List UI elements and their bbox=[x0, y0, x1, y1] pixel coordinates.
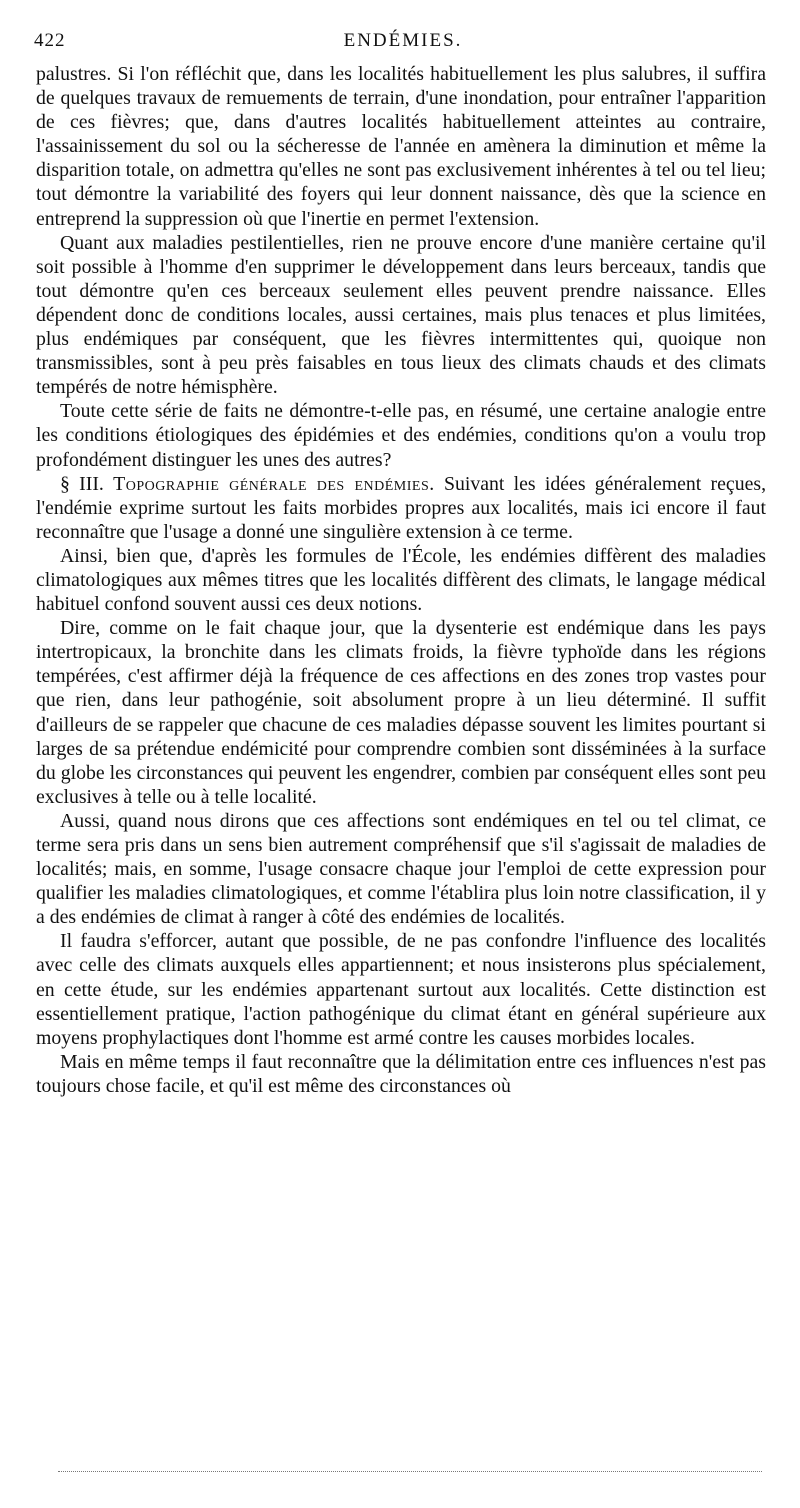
section-heading: Topographie générale des endémies. bbox=[113, 472, 435, 495]
body-text bbox=[36, 62, 766, 1098]
section-number: § III. bbox=[60, 472, 104, 495]
paragraph-maladies-pestilentielles: Quant aux maladies pestilentielles, rien ne prouve encore d'une manière certaine qu'il soit possible à l'homme d'en supprimer le développement dans leurs berceaux, tandis que tout démontre qu'en ces berceaux seulement elles peuvent prendre naissance. Elles dépendent donc de conditions locales, aussi certaines, mais plus tenaces et plus limitées, plus endémiques par conséquent, que les fièvres intermittentes qui, quoique non transmissibles, sont à peu près faisables en tous lieux des climats chauds et des climats tempérés de notre hémisphère. bbox=[36, 231, 766, 399]
section-text: Suivant les idées généralement reçues, l'endémie exprime surtout les faits morbides propres aux localités, mais ici encore il faut reconnaître que l'usage a donné une singulière extension à ce terme. bbox=[36, 472, 767, 543]
running-title: ENDÉMIES. bbox=[343, 30, 463, 51]
page-header bbox=[34, 30, 772, 58]
paragraph-formules-ecole: Ainsi, bien que, d'après les formules de l'École, les endémies diffèrent des maladies climatologiques aux mêmes titres que les localités diffèrent des climats, le langage médical habituel confond souvent aussi ces deux notions. bbox=[36, 544, 766, 616]
paragraph-affections-endemiques: Aussi, quand nous dirons que ces affections sont endémiques en tel ou tel climat, ce terme sera pris dans un sens bien autrement compréhensif que s'il s'agissait de maladies de localités; mais, en somme, l'usage consacre chaque jour l'emploi de cette expression pour qualifier les maladies climatologiques, et comme l'établira plus loin notre classification, il y a des endémies de climat à ranger à côté des endémies de localités. bbox=[36, 809, 766, 929]
paragraph-palustres: palustres. Si l'on réfléchit que, dans les localités habituellement les plus salubres, il suffira de quelques travaux de remuements de terrain, d'une inondation, pour entraîner l'apparition de ces fièvres; que, dans d'autres localités habituellement atteintes au contraire, l'assainissement du sol ou la sécheresse de l'année en amènera la diminution et même la disparition totale, on admettra qu'elles ne sont pas exclusivement inhérentes à tel ou tel lieu; tout démontre la variabilité des foyers qui leur donnent naissance, dès que la science en entreprend la suppression où que l'inertie en permet l'extension. bbox=[36, 63, 766, 230]
paragraph-influence-localites: Il faudra s'efforcer, autant que possible, de ne pas confondre l'influence des localités avec celle des climats auxquels elles appartiennent; et nous insisterons plus spécialement, en cette étude, sur les endémies appartenant surtout aux localités. Cette distinction est essentiellement pratique, l'action pathogénique du climat étant en général supérieure aux moyens prophylactiques dont l'homme est armé contre les causes morbides locales. bbox=[36, 930, 766, 1049]
footer-dotted-rule bbox=[58, 1471, 762, 1472]
paragraph-delimitation: Mais en même temps il faut reconnaître que la délimitation entre ces influences n'est pas toujours chose facile, et qu'il est même des circonstances où bbox=[36, 1050, 766, 1097]
paragraph-dysenterie: Dire, comme on le fait chaque jour, que la dysenterie est endémique dans les pays intertropicaux, la bronchite dans les climats froids, la fièvre typhoïde dans les régions tempérées, c'est affirmer déjà la fréquence de ces affections en des zones trop vastes pour que rien, dans leur pathogénie, soit absolument propre à un lieu déterminé. Il suffit d'ailleurs de se rappeler que chacune de ces maladies dépasse souvent les limites pourtant si larges de sa prétendue endémicité pour comprendre combien sont disséminées à la surface du globe les circonstances qui peuvent les engendrer, combien par conséquent elles sont peu exclusives à telle ou à telle localité. bbox=[36, 617, 766, 808]
page-number: 422 bbox=[34, 30, 66, 51]
paragraph-serie-de-faits: Toute cette série de faits ne démontre-t-elle pas, en résumé, une certaine analogie entre les conditions étiologiques des épidémies et des endémies, conditions qu'on a voulu trop profondément distinguer les unes des autres? bbox=[36, 400, 766, 471]
paragraph-section-iii bbox=[36, 472, 766, 544]
